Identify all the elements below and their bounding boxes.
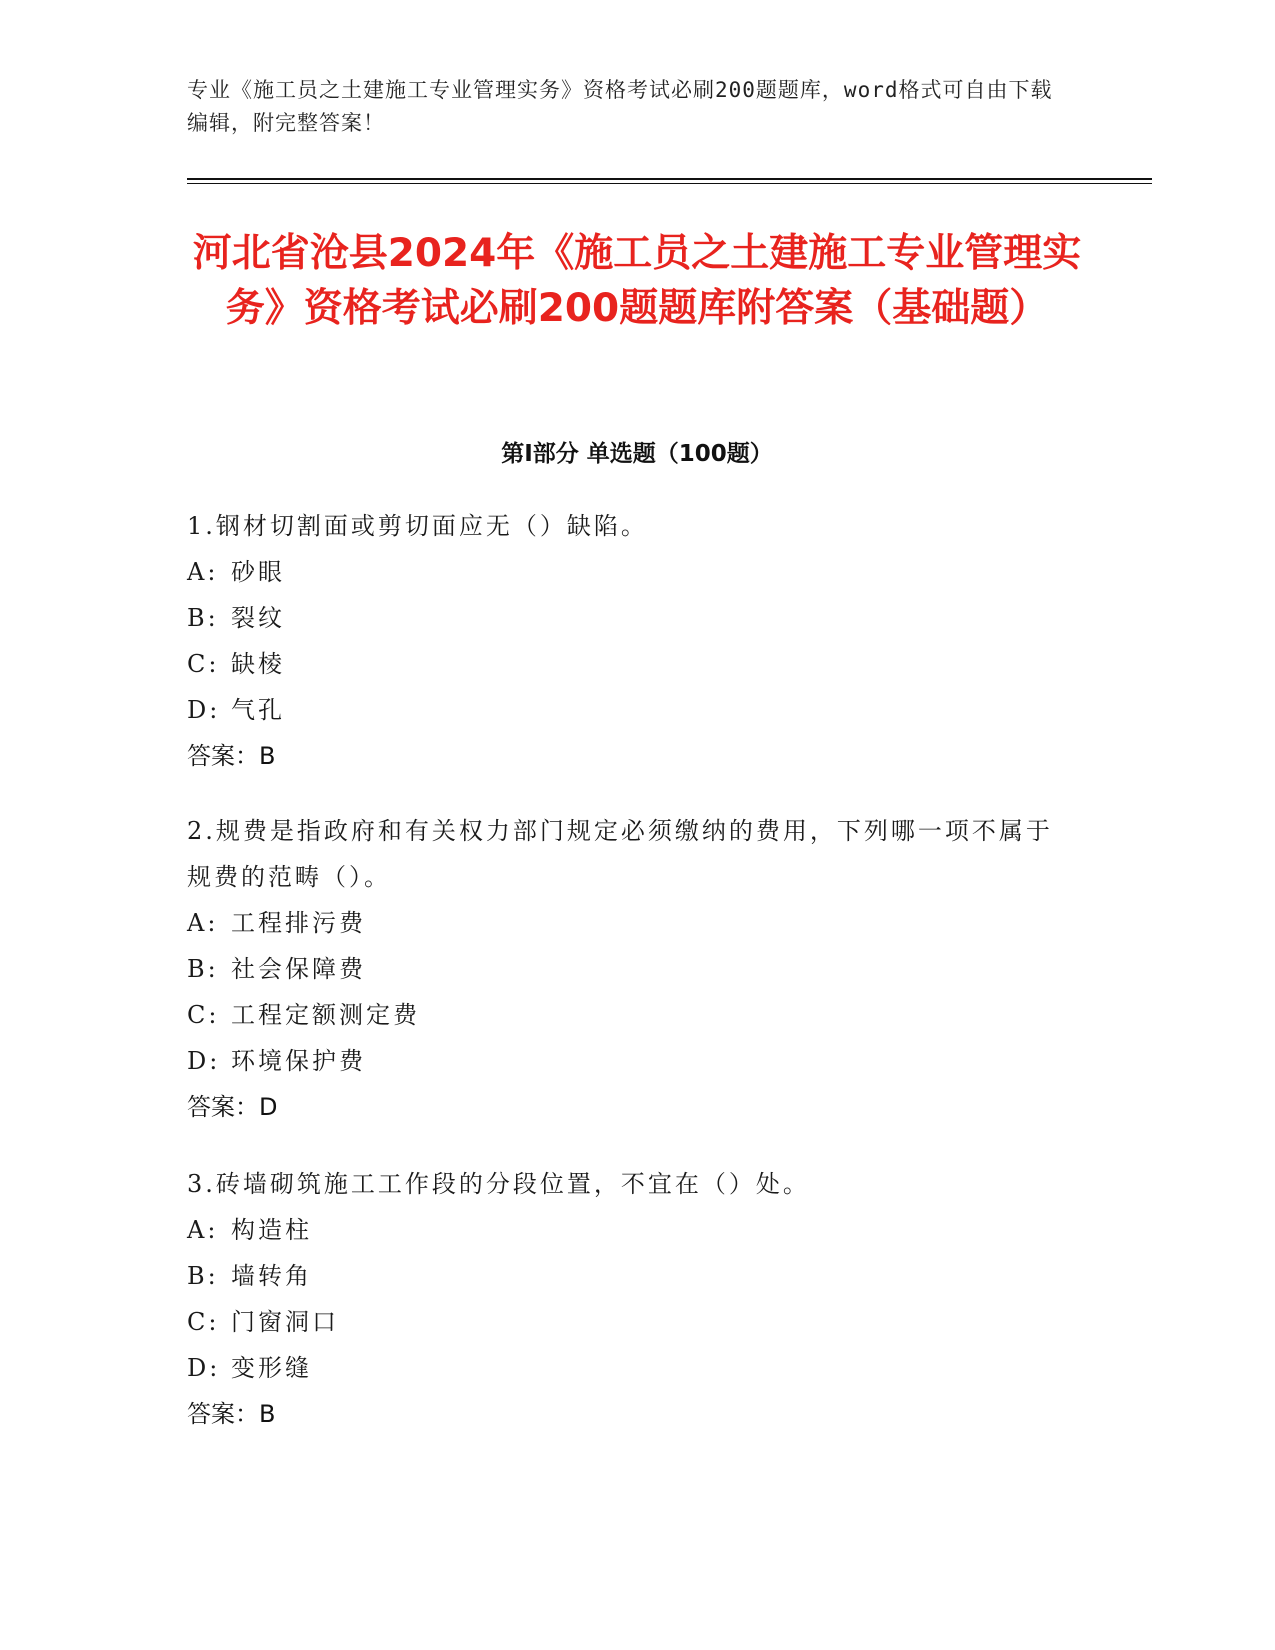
option-key: D: — [187, 1047, 221, 1075]
option-text: 墙转角 — [231, 1262, 312, 1290]
option-b — [187, 946, 1067, 992]
option-key: C: — [187, 1308, 220, 1336]
option-text: 气孔 — [231, 696, 285, 724]
option-d — [187, 687, 1067, 733]
header-note: 专业《施工员之土建施工专业管理实务》资格考试必刷200题题库，word格式可自由下载编辑，附完整答案！ — [187, 78, 1053, 135]
option-text: 工程排污费 — [231, 909, 366, 937]
header-rule-thick — [187, 178, 1152, 180]
option-text: 裂纹 — [231, 604, 285, 632]
question-3 — [187, 1161, 1067, 1437]
option-a — [187, 900, 1067, 946]
question-stem: 1.钢材切割面或剪切面应无（）缺陷。 — [187, 512, 648, 540]
option-a — [187, 549, 1067, 595]
option-text: 缺棱 — [231, 650, 285, 678]
section-title: 第I部分 单选题（100题） — [501, 441, 773, 467]
option-text: 门窗洞口 — [231, 1308, 339, 1336]
option-key: B: — [187, 604, 219, 632]
answer: 答案：B — [187, 1400, 276, 1428]
option-b — [187, 595, 1067, 641]
option-text: 社会保障费 — [231, 955, 366, 983]
answer: 答案：D — [187, 1093, 278, 1121]
option-c — [187, 1299, 1067, 1345]
option-key: A: — [187, 1216, 219, 1244]
option-key: A: — [187, 558, 219, 586]
option-b — [187, 1253, 1067, 1299]
question-stem: 2.规费是指政府和有关权力部门规定必须缴纳的费用，下列哪一项不属于规费的范畴（）。 — [187, 817, 1053, 891]
answer: 答案：B — [187, 742, 276, 770]
option-key: A: — [187, 909, 219, 937]
option-key: B: — [187, 955, 219, 983]
option-c — [187, 992, 1067, 1038]
option-key: C: — [187, 650, 220, 678]
option-text: 工程定额测定费 — [231, 1001, 420, 1029]
option-c — [187, 641, 1067, 687]
question-stem: 3.砖墙砌筑施工工作段的分段位置，不宜在（）处。 — [187, 1170, 810, 1198]
option-text: 变形缝 — [231, 1354, 312, 1382]
document-title: 河北省沧县2024年《施工员之土建施工专业管理实务》资格考试必刷200题题库附答案（基础题） — [192, 231, 1082, 331]
option-key: B: — [187, 1262, 219, 1290]
option-text: 构造柱 — [231, 1216, 312, 1244]
option-key: D: — [187, 696, 221, 724]
question-2 — [187, 808, 1067, 1130]
option-key: D: — [187, 1354, 221, 1382]
question-1 — [187, 503, 1067, 779]
option-key: C: — [187, 1001, 220, 1029]
header-rule-thin — [187, 183, 1152, 184]
option-a — [187, 1207, 1067, 1253]
option-d — [187, 1038, 1067, 1084]
option-d — [187, 1345, 1067, 1391]
option-text: 砂眼 — [231, 558, 285, 586]
option-text: 环境保护费 — [231, 1047, 366, 1075]
